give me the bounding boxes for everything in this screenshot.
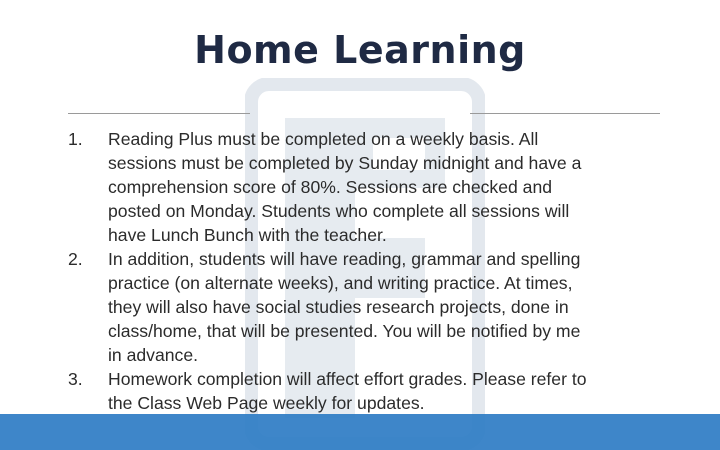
list-item [68, 367, 588, 415]
list-item-text: Homework completion will affect effort grades. Please refer to the Class Web Page weekly for updates. [108, 369, 587, 413]
page-title: Home Learning [194, 28, 526, 72]
list-item [68, 127, 588, 247]
home-learning-list [68, 127, 588, 415]
list-item [68, 247, 588, 367]
list-item-number: 2. [68, 249, 83, 269]
footer-bar [0, 414, 720, 450]
list-item-number: 1. [68, 129, 83, 149]
list-item-text: In addition, students will have reading, grammar and spelling practice (on alternate weeks), and writing practice. At times, they will also have social studies research projects, done in class/home, that will be presented. You will be notified by me in advance. [108, 249, 581, 365]
title-divider-left [68, 113, 250, 114]
list-item-number: 3. [68, 369, 83, 389]
list-item-text: Reading Plus must be completed on a weekly basis. All sessions must be completed by Sunday midnight and have a comprehension score of 80%. Sessions are checked and posted on Monday. Students who complete all sessions will have Lunch Bunch with the teacher. [108, 129, 582, 245]
title-divider-right [470, 113, 660, 114]
